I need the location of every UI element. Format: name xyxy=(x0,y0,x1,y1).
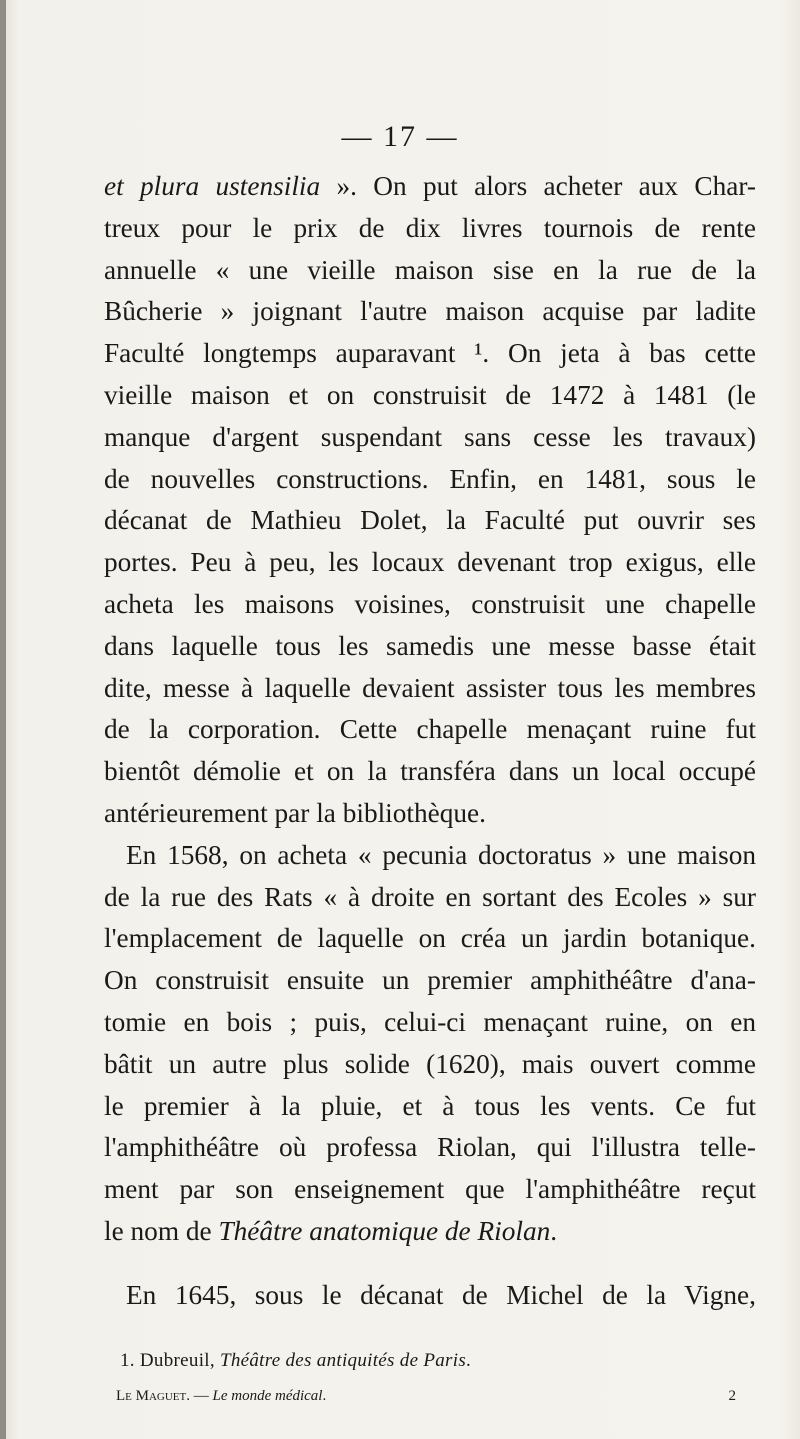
paragraph-3 xyxy=(104,1275,756,1317)
printer-signature: Le Maguet. — Le monde médical. 2 xyxy=(116,1388,736,1404)
text-line: manque d'argent suspendant sans cesse les travaux) xyxy=(104,421,756,452)
text-line: de la rue des Rats « à droite en sortant des Ecoles » sur xyxy=(104,881,756,912)
text-line: dans laquelle tous les samedis une messe basse était xyxy=(104,630,756,661)
text-line: antérieurement par la bibliothèque. xyxy=(104,797,486,828)
text-line: bientôt démolie et on la transféra dans un local occupé xyxy=(104,756,756,787)
paragraph-1 xyxy=(104,166,756,835)
text-line: l'emplacement de laquelle on créa un jardin botanique. xyxy=(104,923,756,954)
text-line: de nouvelles constructions. Enfin, en 1481, sous le xyxy=(104,463,756,494)
signature-author: Le Maguet. xyxy=(116,1388,190,1404)
text-line: On construisit ensuite un premier amphithéâtre d'ana- xyxy=(104,965,756,996)
signature-title: Le monde médical xyxy=(212,1388,323,1404)
paragraph-gap xyxy=(104,1253,756,1275)
book-title: Théâtre anatomique de Riolan xyxy=(218,1215,551,1246)
footnote-marker: 1. xyxy=(120,1350,135,1371)
text-line: de la corporation. Cette chapelle menaçant ruine fut xyxy=(104,714,756,745)
text-line: En 1645, sous le décanat de Michel de la Vigne, xyxy=(126,1279,756,1310)
text-line: annuelle « une vieille maison sise en la rue de la xyxy=(104,254,756,285)
text-line: et plura ustensilia ». On put alors acheter aux Char- xyxy=(104,171,756,201)
text-line: l'amphithéâtre où professa Riolan, qui l'illustra telle- xyxy=(104,1132,756,1163)
text-line: treux pour le prix de dix livres tournois de rente xyxy=(104,212,756,243)
text-line: vieille maison et on construisit de 1472 à 1481 (le xyxy=(104,379,756,410)
text-line: Faculté longtemps auparavant ¹. On jeta à bas cette xyxy=(104,338,756,369)
text-line: En 1568, on acheta « pecunia doctoratus » une maison xyxy=(126,839,756,870)
page-number: — 17 — xyxy=(341,120,459,153)
footnote-title: Théâtre des antiquités de Paris xyxy=(219,1350,467,1371)
paragraph-2 xyxy=(104,835,756,1253)
text-line: acheta les maisons voisines, construisit une chapelle xyxy=(104,588,756,619)
text-line: tomie en bois ; puis, celui-ci menaçant ruine, on en xyxy=(104,1006,756,1037)
page-binding-shadow xyxy=(0,0,6,1439)
body-text xyxy=(104,166,756,1317)
text-line: le premier à la pluie, et à tous les vents. Ce fut xyxy=(104,1090,756,1121)
text-line: portes. Peu à peu, les locaux devenant trop exigus, elle xyxy=(104,547,756,578)
text-line: décanat de Mathieu Dolet, la Faculté put ouvrir ses xyxy=(104,505,756,536)
text-line: bâtit un autre plus solide (1620), mais ouvert comme xyxy=(104,1048,756,1079)
text-line: dite, messe à laquelle devaient assister tous les membres xyxy=(104,672,756,703)
text-line: Bûcherie » joignant l'autre maison acquise par ladite xyxy=(104,296,756,327)
signature-sheet-number: 2 xyxy=(728,1388,736,1404)
text-line: le nom de Théâtre anatomique de Riolan. xyxy=(104,1215,558,1246)
footnote: 1. Dubreuil, Théâtre des antiquités de Paris. xyxy=(120,1350,472,1371)
latin-phrase: et plura ustensilia xyxy=(104,171,321,201)
text-line: ment par son enseignement que l'amphithéâtre reçut xyxy=(104,1174,756,1205)
